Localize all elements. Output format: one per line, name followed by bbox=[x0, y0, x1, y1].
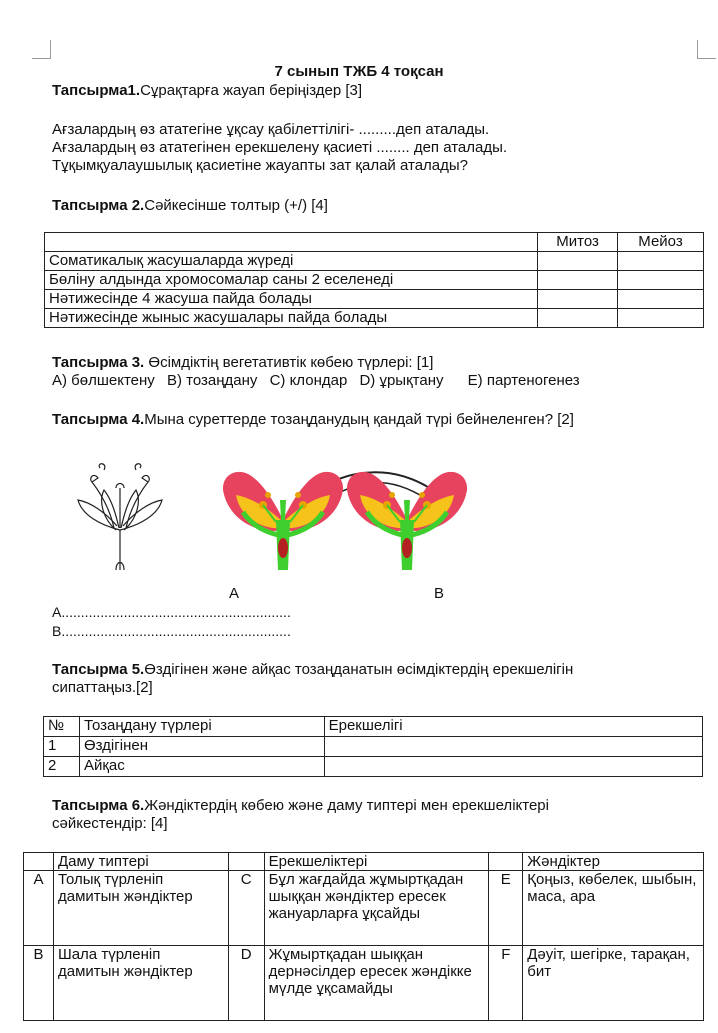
task4-heading bbox=[52, 411, 672, 429]
meiosis-answer-cell[interactable] bbox=[618, 309, 704, 328]
task6-text: Жәндіктердің көбею және даму типтері мен ерекшеліктері bbox=[144, 797, 549, 814]
row-letter: F bbox=[489, 946, 523, 1021]
meiosis-header: Мейоз bbox=[618, 233, 704, 252]
table-row bbox=[24, 946, 704, 1021]
task2-heading bbox=[52, 197, 672, 215]
task2-table bbox=[44, 232, 704, 328]
row-letter: С bbox=[228, 871, 264, 946]
insect-list: Қоңыз, көбелек, шыбын, маса, ара bbox=[523, 871, 704, 946]
task1-line-1: Ағзалардың өз ататегіне ұқсау қабілеттілігі- .........деп аталады. bbox=[52, 121, 490, 138]
table-cell bbox=[45, 233, 538, 252]
task1-line-3: Тұқымқуалаушылық қасиетіне жауапты зат қалай аталады? bbox=[52, 157, 469, 174]
task5-table bbox=[43, 716, 703, 777]
task5-text-2: сипаттаңыз.[2] bbox=[52, 679, 153, 696]
task6-text-2: сәйкестендір: [4] bbox=[52, 815, 168, 832]
task6-table bbox=[23, 852, 704, 1021]
row-letter: D bbox=[228, 946, 264, 1021]
task1-label: Тапсырма1. bbox=[52, 82, 141, 99]
statement-cell: Нәтижесінде 4 жасуша пайда болады bbox=[45, 290, 538, 309]
statement-cell: Бөліну алдында хромосомалар саны 2 еселенеді bbox=[45, 271, 538, 290]
task1-text: Сұрақтарға жауап беріңіздер [3] bbox=[140, 82, 363, 99]
feature-description: Бұл жағдайда жұмыртқадан шыққан жәндіктер ересек жануарларға ұқсайды bbox=[264, 871, 489, 946]
development-type: Шала түрленіп дамитын жәндіктер bbox=[53, 946, 228, 1021]
mitosis-answer-cell[interactable] bbox=[538, 309, 618, 328]
page-corner-mark bbox=[32, 40, 51, 59]
mitosis-answer-cell[interactable] bbox=[538, 271, 618, 290]
task6-label: Тапсырма 6. bbox=[52, 797, 145, 814]
task2-text: Сәйкесінше толтыр (+/) [4] bbox=[144, 197, 328, 214]
row-letter: В bbox=[24, 946, 54, 1021]
table-row bbox=[44, 757, 703, 777]
table-row bbox=[45, 290, 704, 309]
table-row bbox=[45, 271, 704, 290]
task3-heading bbox=[52, 354, 672, 372]
development-type: Толық түрленіп дамитын жәндіктер bbox=[53, 871, 228, 946]
mitosis-answer-cell[interactable] bbox=[538, 290, 618, 309]
mitosis-header: Митоз bbox=[538, 233, 618, 252]
task6-heading bbox=[52, 797, 672, 833]
task1-heading bbox=[52, 82, 672, 100]
page-corner-mark bbox=[697, 40, 716, 59]
answer-line-b[interactable]: В........................................................... bbox=[52, 623, 291, 639]
cross-pollination-flower-2 bbox=[342, 460, 472, 580]
statement-cell: Нәтижесінде жыныс жасушалары пайда болады bbox=[45, 309, 538, 328]
task3-text: Өсімдіктің вегетативтік көбею түрлері: [1] bbox=[144, 354, 434, 371]
meiosis-answer-cell[interactable] bbox=[618, 252, 704, 271]
feature-description: Жұмыртқадан шыққан дернәсілдер ересек жәндікке мүлде ұқсамайды bbox=[264, 946, 489, 1021]
features-header: Ерекшеліктері bbox=[264, 853, 489, 871]
task3-label: Тапсырма 3. bbox=[52, 354, 145, 371]
table-row bbox=[45, 233, 704, 252]
table-row bbox=[45, 252, 704, 271]
option-d: D) ұрықтану bbox=[359, 372, 444, 389]
task5-text: Өздігінен және айқас тозаңданатын өсімдіктердің ерекшелігін bbox=[144, 661, 574, 678]
row-number: 1 bbox=[44, 737, 80, 757]
table-cell bbox=[489, 853, 523, 871]
meiosis-answer-cell[interactable] bbox=[618, 271, 704, 290]
insects-header: Жәндіктер bbox=[523, 853, 704, 871]
pollination-type-header: Тозаңдану түрлері bbox=[79, 717, 324, 737]
task5-heading bbox=[52, 661, 672, 697]
feature-answer-cell[interactable] bbox=[324, 757, 702, 777]
table-cell bbox=[24, 853, 54, 871]
row-number: 2 bbox=[44, 757, 80, 777]
insect-list: Дәуіт, шегіркe, тарақан, бит bbox=[523, 946, 704, 1021]
feature-answer-cell[interactable] bbox=[324, 737, 702, 757]
page-title: 7 сынып ТЖБ 4 тоқсан bbox=[274, 63, 444, 80]
meiosis-answer-cell[interactable] bbox=[618, 290, 704, 309]
figure-label-a: А bbox=[229, 585, 240, 602]
statement-cell: Соматикалық жасушаларда жүреді bbox=[45, 252, 538, 271]
task1-line-2: Ағзалардың өз ататегінен ерекшелену қасиеті ........ деп аталады. bbox=[52, 139, 508, 156]
figure-label-b: В bbox=[434, 585, 445, 602]
answer-line-a[interactable]: А........................................................... bbox=[52, 604, 291, 620]
option-e: Е) партеногенез bbox=[467, 372, 580, 389]
task4-text: Мына суреттерде тозаңданудың қандай түрі бейнеленген? [2] bbox=[144, 411, 574, 428]
table-row bbox=[44, 717, 703, 737]
task3-options bbox=[52, 372, 692, 390]
table-row bbox=[44, 737, 703, 757]
task5-label: Тапсырма 5. bbox=[52, 661, 145, 678]
mitosis-answer-cell[interactable] bbox=[538, 252, 618, 271]
self-pollination-flower-illustration bbox=[70, 460, 170, 580]
development-type-header: Даму типтері bbox=[53, 853, 228, 871]
cross-pollination-flower-1 bbox=[218, 460, 348, 580]
number-header: № bbox=[44, 717, 80, 737]
task4-label: Тапсырма 4. bbox=[52, 411, 145, 428]
feature-header: Ерекшелігі bbox=[324, 717, 702, 737]
pollination-figures bbox=[70, 455, 500, 580]
task2-label: Тапсырма 2. bbox=[52, 197, 145, 214]
row-letter: Е bbox=[489, 871, 523, 946]
option-c: С) клондар bbox=[269, 372, 348, 389]
row-letter: А bbox=[24, 871, 54, 946]
table-row bbox=[24, 871, 704, 946]
option-a: А) бөлшектену bbox=[52, 372, 155, 389]
table-row bbox=[45, 309, 704, 328]
pollination-type: Өздігінен bbox=[79, 737, 324, 757]
pollination-type: Айқас bbox=[79, 757, 324, 777]
option-b: В) тозаңдану bbox=[166, 372, 258, 389]
table-cell bbox=[228, 853, 264, 871]
table-row bbox=[24, 853, 704, 871]
